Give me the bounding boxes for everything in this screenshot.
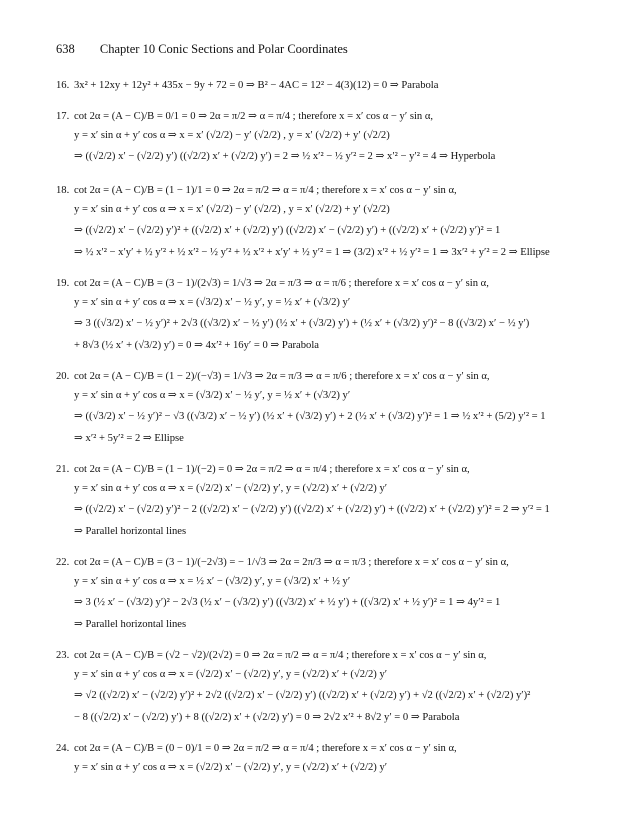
solution-line (56, 336, 606, 355)
problem-number: 21. (56, 464, 70, 475)
solution-line (56, 591, 606, 615)
solution-line (56, 615, 606, 634)
problem-21 (56, 460, 606, 541)
problem-number: 17. (56, 111, 70, 122)
solution-line (56, 76, 606, 95)
solution-text: cot 2α = (A − C)/B = (1 − 1)/1 = 0 ⇒ 2α = π/2 ⇒ α = π/4 ; therefore x = x′ cos α − y′ sin α, (74, 185, 457, 196)
solution-text: − 8 ((√2/2) x′ − (√2/2) y′) + 8 ((√2/2) x′ + (√2/2) y′) = 0 ⇒ 2√2 x′² + 8√2 y′ = 0 ⇒ Parabola (74, 712, 460, 723)
solution-line (56, 665, 606, 684)
problem-19 (56, 274, 606, 355)
page-header (56, 42, 348, 57)
solution-text: y = x′ sin α + y′ cos α ⇒ x = (√2/2) x′ − (√2/2) y′, y = (√2/2) x′ + (√2/2) y′ (74, 669, 388, 680)
solution-text: ⇒ ½ x′² − x′y′ + ½ y′² + ½ x′² − ½ y′² + ½ x′² + x′y′ + ½ y′² = 1 ⇒ (3/2) x′² + ½ y′² = 1 ⇒ 3x′² + y′² = 2 ⇒ Ellipse (74, 247, 550, 258)
solution-text: ⇒ Parallel horizontal lines (74, 619, 187, 630)
solution-line (56, 429, 606, 448)
solution-text: ⇒ ((√2/2) x′ − (√2/2) y′) ((√2/2) x′ + (√2/2) y′) = 2 ⇒ ½ x′² − ½ y′² = 2 ⇒ x′² − y′² = 4 ⇒ Hyperbola (74, 151, 496, 162)
chapter-title: Chapter 10 Conic Sections and Polar Coordinates (99, 42, 348, 56)
solution-text: y = x′ sin α + y′ cos α ⇒ x = ½ x′ − (√3/2) y′, y = (√3/2) x′ + ½ y′ (74, 576, 351, 587)
solution-text: cot 2α = (A − C)/B = (3 − 1)/(−2√3) = − 1/√3 ⇒ 2α = 2π/3 ⇒ α = π/3 ; therefore x = x′ cos α − y′ sin α, (74, 557, 509, 568)
solution-line (56, 405, 606, 429)
problem-24 (56, 739, 606, 777)
solution-line (56, 107, 606, 126)
solution-text: cot 2α = (A − C)/B = 0/1 = 0 ⇒ 2α = π/2 ⇒ α = π/4 ; therefore x = x′ cos α − y′ sin α, (74, 111, 434, 122)
solution-line (56, 386, 606, 405)
problem-23 (56, 646, 606, 727)
problem-number: 22. (56, 557, 70, 568)
solution-text: 3x² + 12xy + 12y² + 435x − 9y + 72 = 0 ⇒ B² − 4AC = 12² − 4(3)(12) = 0 ⇒ Parabola (74, 80, 439, 91)
problem-number: 24. (56, 743, 70, 754)
solution-line (56, 498, 606, 522)
solution-line (56, 758, 606, 777)
solution-text: ⇒ 3 (½ x′ − (√3/2) y′)² − 2√3 (½ x′ − (√3/2) y′) ((√3/2) x′ + ½ y′) + ((√3/2) x′ + ½ y′)² = 1 ⇒ 4y′² = 1 (74, 597, 501, 608)
solution-text: cot 2α = (A − C)/B = (1 − 2)/(−√3) = 1/√3 ⇒ 2α = π/3 ⇒ α = π/6 ; therefore x = x′ cos α − y′ sin α, (74, 371, 490, 382)
solution-line (56, 293, 606, 312)
solution-text: ⇒ x′² + 5y′² = 2 ⇒ Ellipse (74, 433, 184, 444)
solution-text: ⇒ ((√2/2) x′ − (√2/2) y′)² − 2 ((√2/2) x′ − (√2/2) y′) ((√2/2) x′ + (√2/2) y′) + ((√2/2) x′ + (√2/2) y′)² = 2 ⇒ y′² = 1 (74, 504, 550, 515)
problem-number: 16. (56, 80, 70, 91)
problem-number: 18. (56, 185, 70, 196)
solution-text: y = x′ sin α + y′ cos α ⇒ x = (√2/2) x′ − (√2/2) y′, y = (√2/2) x′ + (√2/2) y′ (74, 762, 388, 773)
solution-text: ⇒ ((√3/2) x′ − ½ y′)² − √3 ((√3/2) x′ − ½ y′) (½ x′ + (√3/2) y′) + 2 (½ x′ + (√3/2) y′)² = 1 ⇒ ½ x′² + (5/2) y′² = 1 (74, 411, 546, 422)
solution-line (56, 312, 606, 336)
solution-line (56, 200, 606, 219)
problem-18 (56, 181, 606, 262)
solution-text: y = x′ sin α + y′ cos α ⇒ x = (√3/2) x′ − ½ y′, y = ½ x′ + (√3/2) y′ (74, 297, 351, 308)
solution-text: y = x′ sin α + y′ cos α ⇒ x = x′ (√2/2) − y′ (√2/2) , y = x′ (√2/2) + y′ (√2/2) (74, 130, 390, 141)
solution-text: cot 2α = (A − C)/B = (1 − 1)/(−2) = 0 ⇒ 2α = π/2 ⇒ α = π/4 ; therefore x = x′ cos α − y′ sin α, (74, 464, 470, 475)
problem-number: 20. (56, 371, 70, 382)
solution-line (56, 553, 606, 572)
problem-17 (56, 107, 606, 169)
solution-text: cot 2α = (A − C)/B = (0 − 0)/1 = 0 ⇒ 2α = π/2 ⇒ α = π/4 ; therefore x = x′ cos α − y′ sin α, (74, 743, 457, 754)
solution-line (56, 479, 606, 498)
problem-16 (56, 76, 606, 95)
solution-text: ⇒ Parallel horizontal lines (74, 526, 187, 537)
solution-line (56, 684, 606, 708)
solution-text: cot 2α = (A − C)/B = (√2 − √2)/(2√2) = 0 ⇒ 2α = π/2 ⇒ α = π/4 ; therefore x = x′ cos α − y′ sin α, (74, 650, 487, 661)
solution-line (56, 219, 606, 243)
solutions-list (56, 76, 606, 785)
solution-text: y = x′ sin α + y′ cos α ⇒ x = (√3/2) x′ − ½ y′, y = ½ x′ + (√3/2) y′ (74, 390, 351, 401)
page-number: 638 (56, 42, 75, 56)
problem-number: 23. (56, 650, 70, 661)
solution-line (56, 145, 606, 169)
solution-text: cot 2α = (A − C)/B = (3 − 1)/(2√3) = 1/√3 ⇒ 2α = π/3 ⇒ α = π/6 ; therefore x = x′ cos α − y′ sin α, (74, 278, 489, 289)
solution-line (56, 243, 606, 262)
problem-22 (56, 553, 606, 634)
solution-line (56, 181, 606, 200)
solution-text: ⇒ √2 ((√2/2) x′ − (√2/2) y′)² + 2√2 ((√2/2) x′ − (√2/2) y′) ((√2/2) x′ + (√2/2) y′) + √2 ((√2/2) x′ + (√2/2) y′)² (74, 690, 531, 701)
solution-line (56, 460, 606, 479)
solution-text: ⇒ ((√2/2) x′ − (√2/2) y′)² + ((√2/2) x′ + (√2/2) y′) ((√2/2) x′ − (√2/2) y′) + ((√2/2) x′ + (√2/2) y′)² = 1 (74, 225, 501, 236)
solution-text: + 8√3 (½ x′ + (√3/2) y′) = 0 ⇒ 4x′² + 16y′ = 0 ⇒ Parabola (74, 340, 319, 351)
solution-line (56, 572, 606, 591)
solution-line (56, 126, 606, 145)
solution-line (56, 367, 606, 386)
solution-text: y = x′ sin α + y′ cos α ⇒ x = (√2/2) x′ − (√2/2) y′, y = (√2/2) x′ + (√2/2) y′ (74, 483, 388, 494)
solution-text: y = x′ sin α + y′ cos α ⇒ x = x′ (√2/2) − y′ (√2/2) , y = x′ (√2/2) + y′ (√2/2) (74, 204, 390, 215)
solution-line (56, 274, 606, 293)
problem-number: 19. (56, 278, 70, 289)
problem-20 (56, 367, 606, 448)
solution-line (56, 522, 606, 541)
solution-line (56, 708, 606, 727)
solution-line (56, 646, 606, 665)
solution-line (56, 739, 606, 758)
solution-text: ⇒ 3 ((√3/2) x′ − ½ y′)² + 2√3 ((√3/2) x′ − ½ y′) (½ x′ + (√3/2) y′) + (½ x′ + (√3/2) y′)² − 8 ((√3/2) x′ − ½ y′) (74, 318, 530, 329)
